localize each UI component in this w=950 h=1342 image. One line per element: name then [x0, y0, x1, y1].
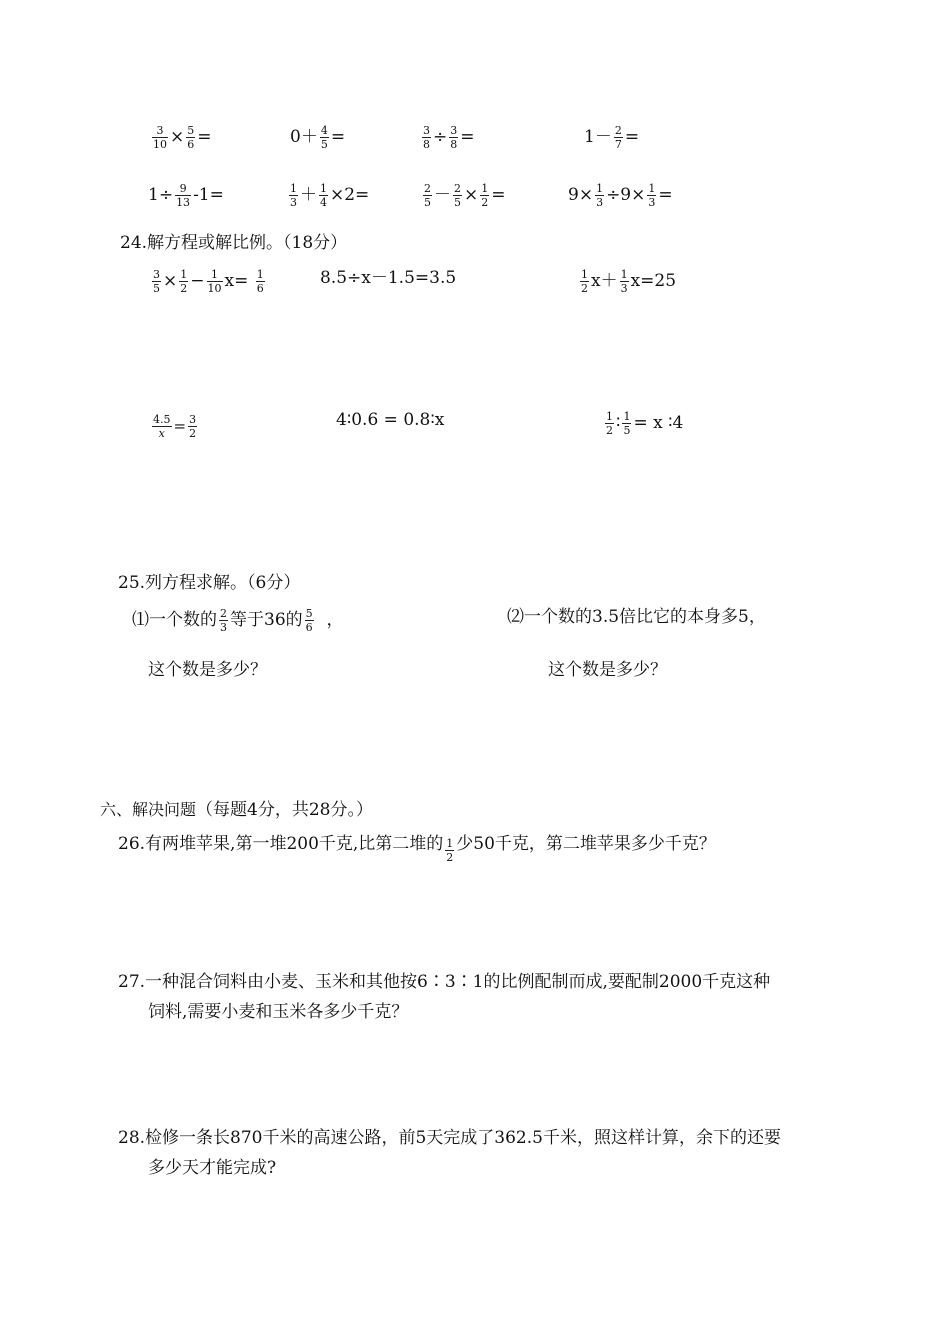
- fraction: $\frac{1}{2}$: [606, 410, 613, 437]
- fraction: $\frac{1}{3}$: [290, 182, 297, 209]
- fraction: $\frac{1}{10}$: [207, 268, 222, 295]
- q24-eq5: 4∶0.6 = 0.8∶x: [336, 410, 445, 430]
- q25-title: 25.列方程求解。（6分）: [118, 573, 301, 593]
- q24-eq3: $\frac{1}{2}$ x＋ $\frac{1}{3}$ x=25: [581, 268, 677, 295]
- q24-title: 24.解方程或解比例。（18分）: [120, 233, 348, 253]
- fraction: $\frac{1}{2}$: [481, 182, 489, 209]
- q24-eq1: $\frac{3}{5}$ × $\frac{1}{2}$ − $\frac{1}{10}$ x= $\frac{1}{6}$: [153, 268, 264, 295]
- fraction: $\frac{1}{2}$: [180, 268, 188, 295]
- calc-r1-c3: $\frac{3}{8}$ ÷ $\frac{3}{8}$ =: [423, 124, 475, 151]
- fraction: $\frac{3}{8}$: [450, 124, 458, 151]
- calc-r1-c2: 0＋ $\frac{4}{5}$ =: [290, 124, 346, 151]
- q25-part1-line1: ⑴一个数的 $\frac{2}{3}$ 等于36的 $\frac{5}{6}$ ，: [132, 607, 344, 634]
- fraction: $\frac{1}{3}$: [596, 182, 604, 209]
- calc-r2-c2: $\frac{1}{3}$ ＋ $\frac{1}{4}$ ×2=: [290, 182, 370, 209]
- fraction: $\frac{1}{3}$: [620, 268, 628, 295]
- fraction: $\frac{1}{2}$: [446, 837, 454, 864]
- fraction: $\frac{1}{5}$: [623, 410, 631, 437]
- q27-line2: 饲料,需要小麦和玉米各多少千克？: [148, 1002, 409, 1022]
- q25-part2-line1: ⑵一个数的3.5倍比它的本身多5，: [507, 607, 766, 627]
- fraction: $\frac{1}{4}$: [320, 182, 327, 209]
- q24-eq2: 8.5÷x－1.5=3.5: [320, 268, 457, 288]
- calc-r1-c1: $\frac{3}{10}$ × $\frac{5}{6}$ =: [153, 124, 212, 151]
- fraction: $\frac{4}{5}$: [320, 124, 328, 151]
- fraction: $\frac{3}{2}$: [189, 413, 197, 440]
- section-six-heading: 六、解决问题（每题4分，共28分。）: [100, 800, 373, 820]
- q25-part1-line2: 这个数是多少？: [148, 660, 267, 680]
- fraction: $\frac{1}{2}$: [581, 268, 588, 295]
- q28-line2: 多少天才能完成?: [148, 1158, 277, 1178]
- fraction: $\frac{4.5}{x}$: [153, 413, 171, 440]
- fraction: $\frac{5}{6}$: [187, 124, 195, 151]
- fraction: $\frac{3}{5}$: [153, 268, 160, 295]
- fraction: $\frac{3}{10}$: [153, 124, 167, 151]
- calc-r2-c1: 1÷ $\frac{9}{13}$ -1=: [148, 182, 224, 209]
- fraction: $\frac{5}{6}$: [305, 607, 313, 634]
- q28-line1: 28.检修一条长870千米的高速公路，前5天完成了362.5千米，照这样计算，余下的还要: [118, 1128, 781, 1148]
- fraction: $\frac{3}{8}$: [423, 124, 430, 151]
- calc-r2-c4: 9× $\frac{1}{3}$ ÷9× $\frac{1}{3}$ =: [568, 182, 673, 209]
- q25-part2-line2: 这个数是多少？: [548, 660, 667, 680]
- q26: 26.有两堆苹果,第一堆200千克,比第二堆的 $\frac{1}{2}$ 少50千克，第二堆苹果多少千克？: [118, 834, 716, 864]
- fraction: $\frac{2}{7}$: [614, 124, 622, 151]
- q24-eq6: $\frac{1}{2}$ ∶ $\frac{1}{5}$ = x ∶4: [606, 410, 684, 437]
- q27-line1: 27.一种混合饲料由小麦、玉米和其他按6∶3∶1的比例配制而成,要配制2000千克这种: [118, 972, 771, 992]
- fraction: $\frac{2}{3}$: [220, 607, 227, 634]
- fraction: $\frac{1}{3}$: [648, 182, 656, 209]
- fraction: $\frac{2}{5}$: [424, 182, 431, 209]
- calc-r1-c4: 1－ $\frac{2}{7}$ =: [584, 124, 640, 151]
- fraction: $\frac{1}{6}$: [256, 268, 264, 295]
- fraction: $\frac{2}{5}$: [454, 182, 461, 209]
- calc-r2-c3: $\frac{2}{5}$ － $\frac{2}{5}$ × $\frac{1}{2}$ =: [424, 182, 506, 209]
- fraction: $\frac{9}{13}$: [176, 182, 191, 209]
- q24-eq4: $\frac{4.5}{x}$ = $\frac{3}{2}$: [153, 413, 197, 440]
